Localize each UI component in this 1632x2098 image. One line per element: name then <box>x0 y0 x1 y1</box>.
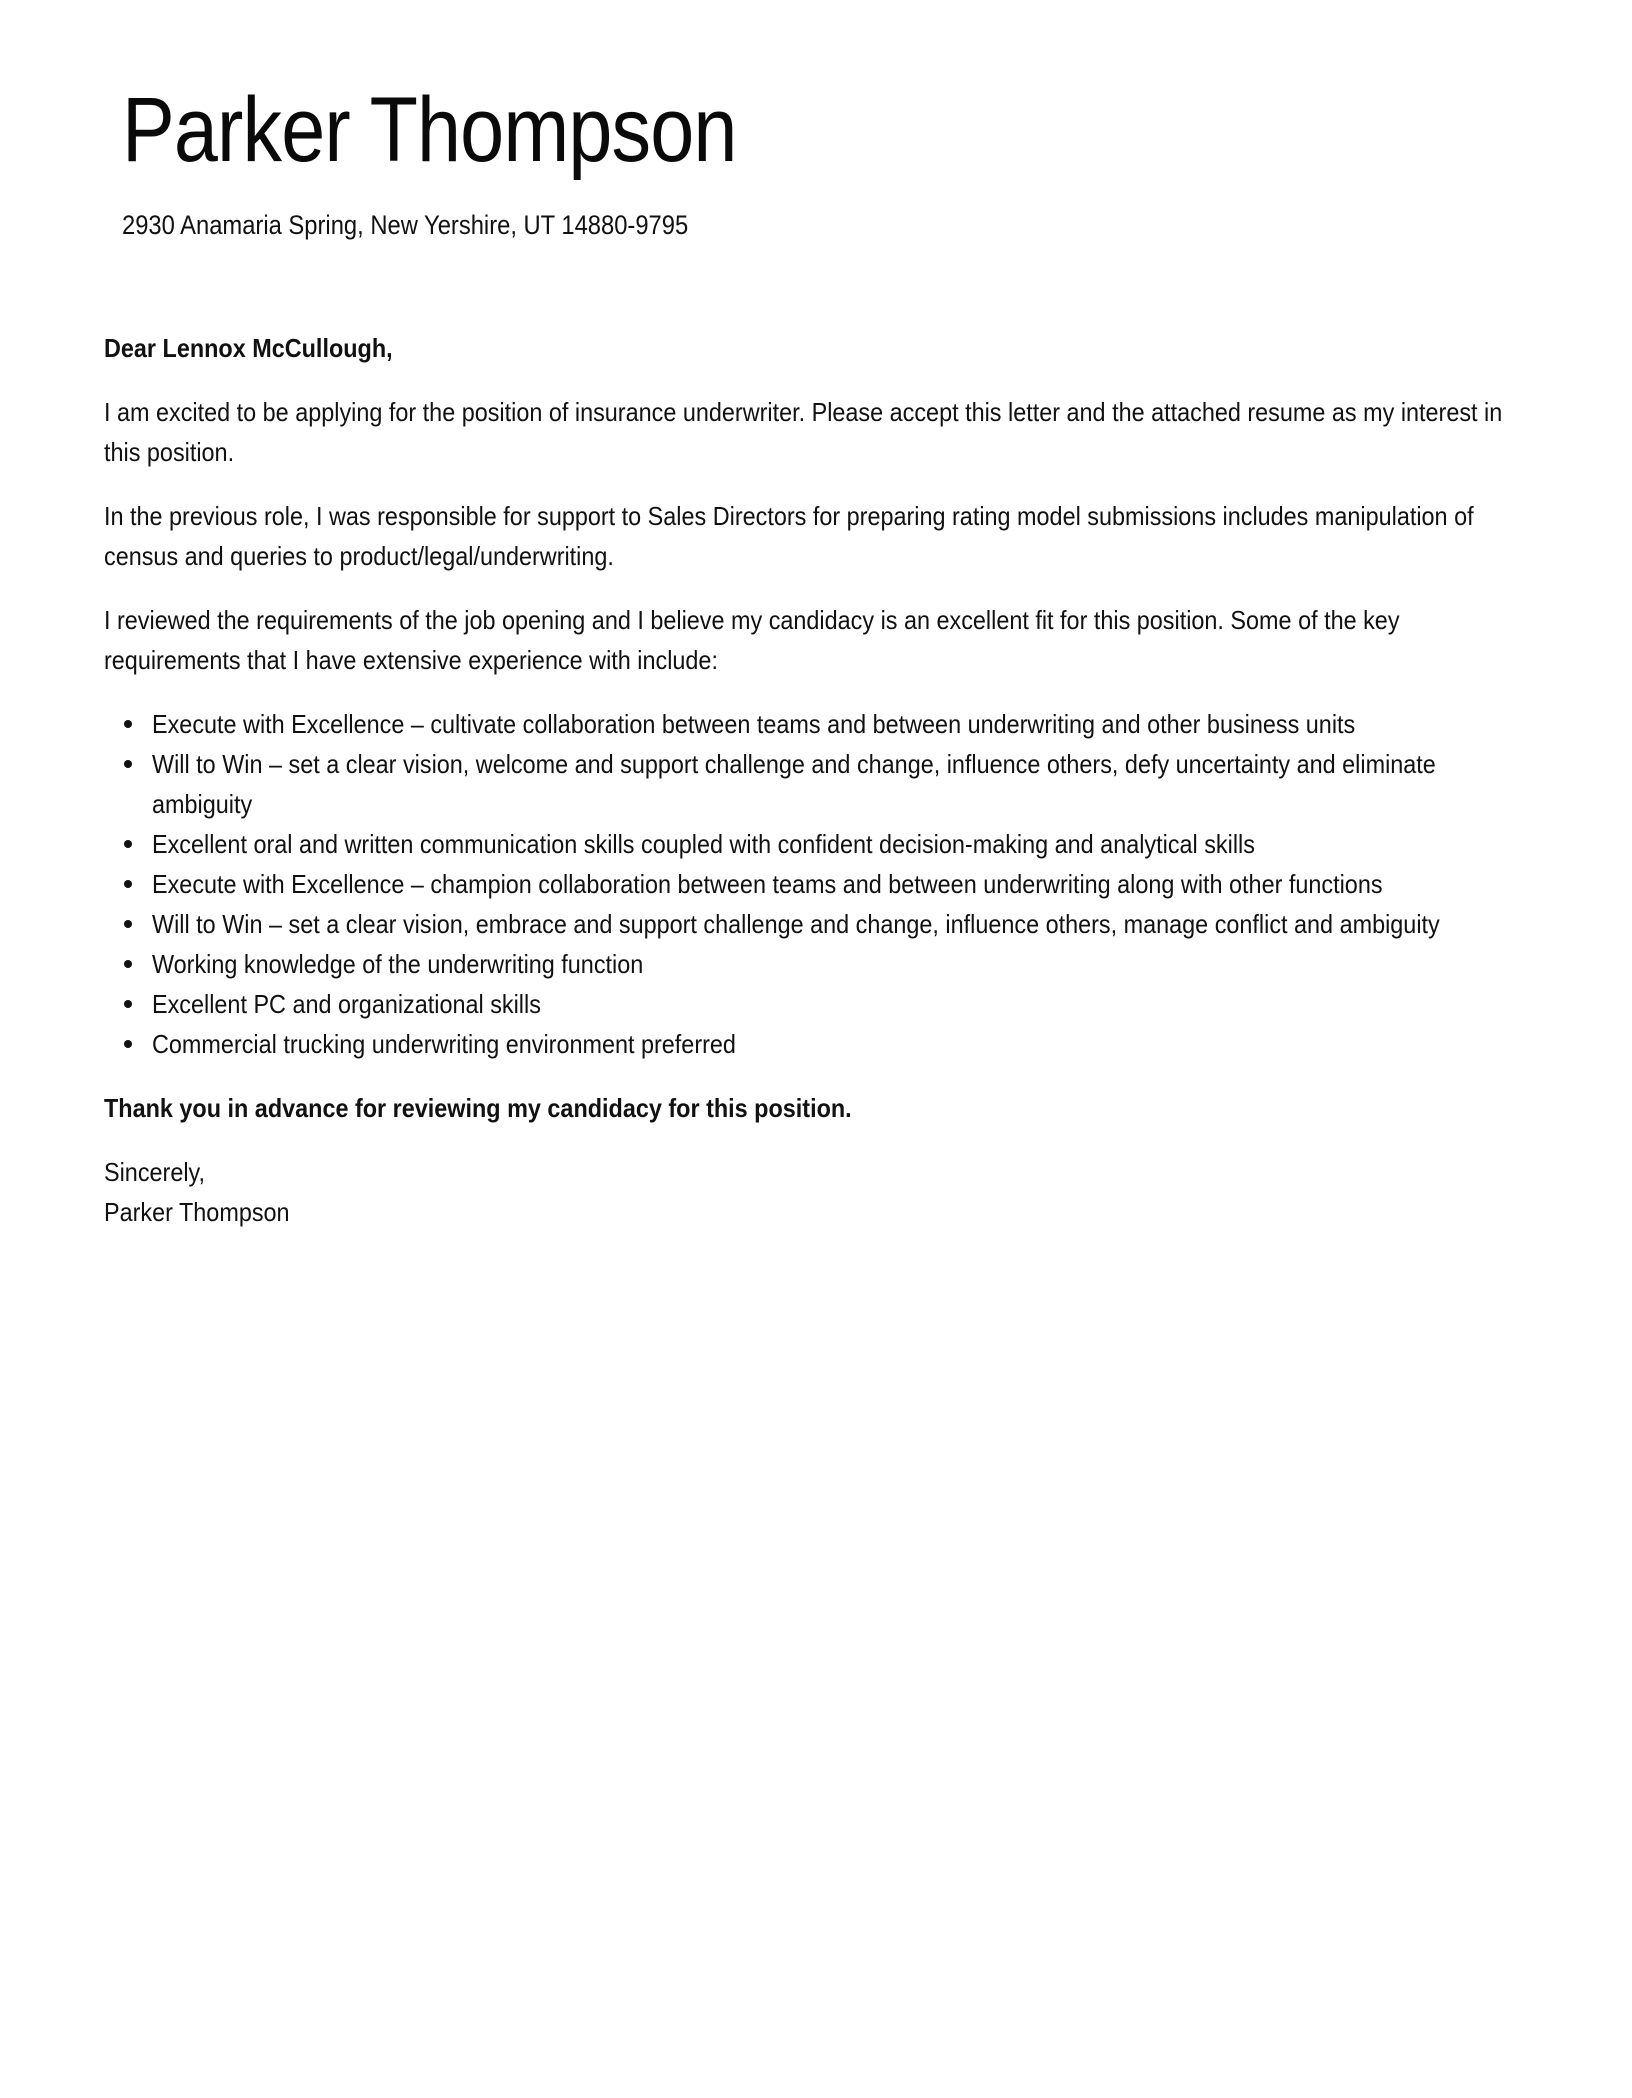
list-item-text: Execute with Excellence – champion collaboration between teams and between underwriting along with other functions <box>152 869 1383 899</box>
experience-paragraph <box>104 496 1534 576</box>
list-item-text: Excellent PC and organizational skills <box>152 989 541 1019</box>
bullet-icon <box>124 720 132 728</box>
greeting-text: Dear Lennox McCullough, <box>104 333 393 363</box>
list-item <box>152 744 1534 824</box>
intro-paragraph <box>104 392 1534 472</box>
list-item <box>152 984 1534 1024</box>
closing-paragraph <box>104 1088 1534 1128</box>
bullet-icon <box>124 1040 132 1048</box>
paragraph-text: I am excited to be applying for the position of insurance underwriter. Please accept this letter and the attached resume as my interest in this position. <box>104 397 1503 467</box>
list-item-text: Commercial trucking underwriting environment preferred <box>152 1029 736 1059</box>
paragraph-text: I reviewed the requirements of the job opening and I believe my candidacy is an excellent fit for this position. Some of the key requirements that I have extensive experience with include: <box>104 605 1400 675</box>
applicant-address: 2930 Anamaria Spring, New Yershire, UT 14880-9795 <box>122 210 689 240</box>
list-item-text: Excellent oral and written communication skills coupled with confident decision-making and analytical skills <box>152 829 1255 859</box>
bullet-icon <box>124 920 132 928</box>
list-item <box>152 824 1534 864</box>
list-item-text: Will to Win – set a clear vision, embrace and support challenge and change, influence others, manage conflict and ambiguity <box>152 909 1440 939</box>
bullet-icon <box>124 840 132 848</box>
letter-header <box>122 70 837 242</box>
bullet-icon <box>124 1000 132 1008</box>
list-item <box>152 704 1534 744</box>
list-item <box>152 1024 1534 1064</box>
requirements-intro-paragraph <box>104 600 1534 680</box>
list-item <box>152 864 1534 904</box>
list-item <box>152 904 1534 944</box>
list-item-text: Execute with Excellence – cultivate collaboration between teams and between underwriting and other business units <box>152 709 1356 739</box>
bullet-icon <box>124 760 132 768</box>
signoff-block <box>104 1152 1534 1232</box>
closing-text: Thank you in advance for reviewing my candidacy for this position. <box>104 1093 852 1123</box>
list-item <box>152 944 1534 984</box>
greeting <box>104 328 1534 368</box>
requirements-list <box>104 704 1534 1064</box>
list-item-text: Working knowledge of the underwriting function <box>152 949 644 979</box>
signoff-text: Sincerely, <box>104 1157 206 1187</box>
letter-body <box>104 328 1534 1232</box>
signature-name: Parker Thompson <box>104 1197 290 1227</box>
applicant-name: Parker Thompson <box>122 79 737 181</box>
paragraph-text: In the previous role, I was responsible for support to Sales Directors for preparing rating model submissions includes manipulation of census and queries to product/legal/underwriting. <box>104 501 1474 571</box>
bullet-icon <box>124 960 132 968</box>
list-item-text: Will to Win – set a clear vision, welcome and support challenge and change, influence others, defy uncertainty and eliminate ambiguity <box>152 749 1436 819</box>
bullet-icon <box>124 880 132 888</box>
